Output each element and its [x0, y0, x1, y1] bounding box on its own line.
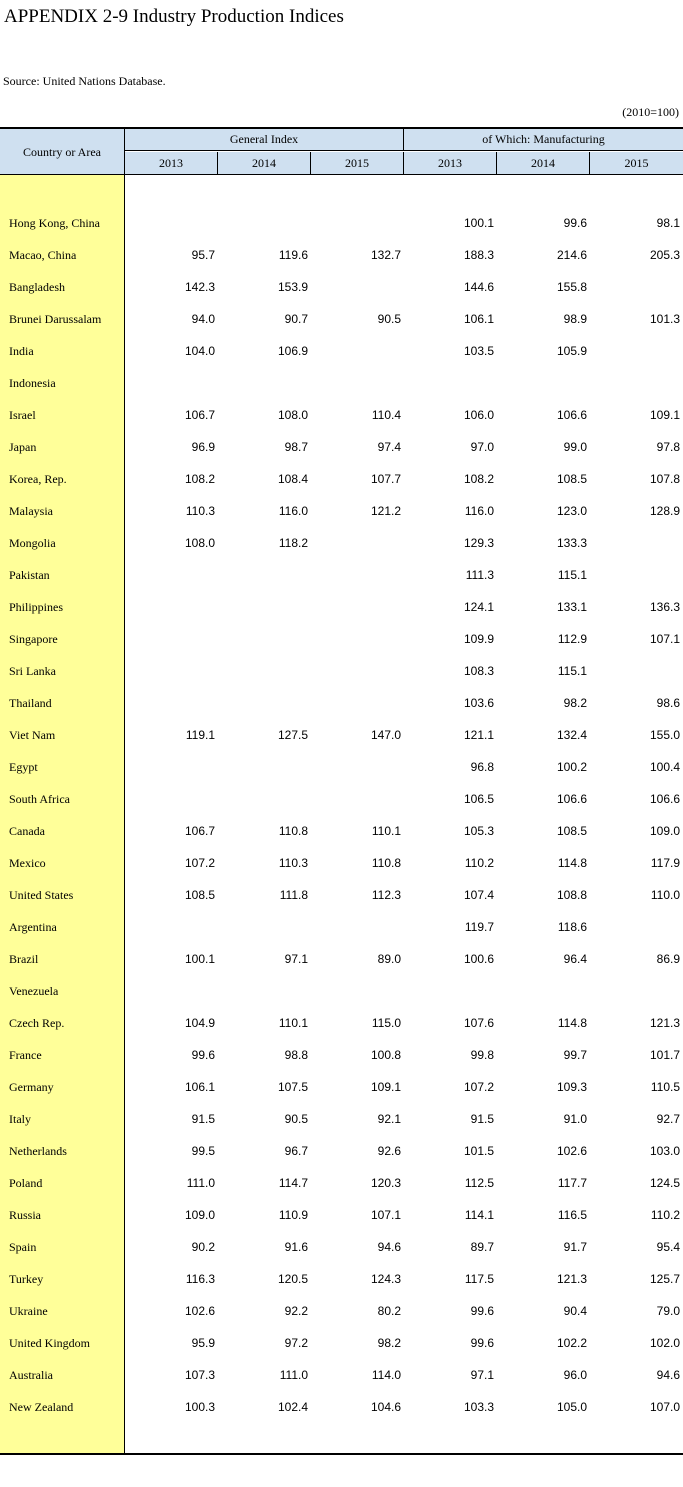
country-name: South Africa: [9, 792, 70, 806]
value-cell: 124.5: [649, 1176, 680, 1190]
value-cell: 114.7: [278, 1176, 308, 1190]
value-cell: 97.2: [284, 1336, 308, 1350]
value-cell: 147.0: [370, 728, 401, 742]
value-cell: 103.0: [649, 1144, 680, 1158]
value-cell: 120.5: [277, 1272, 308, 1286]
value-cell: 106.0: [463, 408, 494, 422]
value-cell: 99.5: [191, 1144, 215, 1158]
value-cell: 112.5: [464, 1176, 494, 1190]
country-name: Canada: [9, 824, 45, 838]
value-cell: 94.0: [191, 312, 215, 326]
table-row: [0, 271, 683, 303]
table-row: [0, 655, 683, 687]
country-name: Bangladesh: [9, 280, 65, 294]
value-cell: 155.8: [556, 280, 587, 294]
value-cell: 100.1: [184, 952, 215, 966]
value-cell: 114.1: [464, 1208, 494, 1222]
value-cell: 95.7: [191, 248, 215, 262]
value-cell: 106.5: [463, 792, 494, 806]
value-cell: 112.9: [557, 632, 587, 646]
value-cell: 107.0: [649, 1400, 680, 1414]
value-cell: 90.2: [191, 1240, 215, 1254]
country-name: Spain: [9, 1240, 37, 1254]
country-name: Russia: [9, 1208, 42, 1222]
unit-note: (2010=100): [622, 105, 679, 119]
value-cell: 103.3: [463, 1400, 494, 1414]
value-cell: 133.1: [556, 600, 587, 614]
table-row: [0, 559, 683, 591]
value-cell: 142.3: [184, 280, 215, 294]
value-cell: 103.6: [463, 696, 494, 710]
value-cell: 101.7: [649, 1048, 680, 1062]
table-row: [0, 303, 683, 335]
value-cell: 105.0: [556, 1400, 587, 1414]
value-cell: 111.3: [465, 568, 494, 582]
country-name: Turkey: [9, 1272, 44, 1286]
value-cell: 121.2: [370, 504, 401, 518]
value-cell: 115.1: [557, 568, 587, 582]
country-name: Mongolia: [9, 536, 56, 550]
table-row: [0, 687, 683, 719]
table-row: [0, 1327, 683, 1359]
table-row: [0, 495, 683, 527]
value-cell: 132.4: [556, 728, 587, 742]
country-name: Argentina: [9, 920, 57, 934]
table-row: [0, 1359, 683, 1391]
value-cell: 97.4: [377, 440, 401, 454]
value-cell: 110.0: [650, 888, 680, 902]
value-cell: 119.1: [185, 728, 215, 742]
value-cell: 102.0: [649, 1336, 680, 1350]
table-row: [0, 911, 683, 943]
value-cell: 105.3: [463, 824, 494, 838]
value-cell: 110.5: [650, 1080, 680, 1094]
country-name: Korea, Rep.: [9, 472, 67, 486]
country-name: Pakistan: [9, 568, 50, 582]
value-cell: 91.5: [191, 1112, 215, 1126]
year-header-general-2015: 2015: [311, 152, 404, 175]
table-row: [0, 751, 683, 783]
value-cell: 96.7: [284, 1144, 308, 1158]
value-cell: 124.3: [370, 1272, 401, 1286]
value-cell: 96.0: [563, 1368, 587, 1382]
country-name: France: [9, 1048, 42, 1062]
value-cell: 109.1: [649, 408, 680, 422]
country-name: Viet Nam: [9, 728, 56, 742]
value-cell: 98.7: [284, 440, 308, 454]
value-cell: 108.5: [556, 824, 587, 838]
value-cell: 124.1: [463, 600, 494, 614]
value-cell: 99.6: [470, 1336, 494, 1350]
value-cell: 99.7: [563, 1048, 587, 1062]
value-cell: 119.6: [278, 248, 308, 262]
value-cell: 110.8: [278, 824, 308, 838]
value-cell: 132.7: [370, 248, 401, 262]
country-name: Brazil: [9, 952, 39, 966]
value-cell: 110.3: [278, 856, 308, 870]
value-cell: 109.1: [370, 1080, 401, 1094]
value-cell: 91.0: [563, 1112, 587, 1126]
country-name: Italy: [9, 1112, 31, 1126]
value-cell: 116.3: [185, 1272, 215, 1286]
table-row: [0, 1071, 683, 1103]
table-row: [0, 975, 683, 1007]
country-name: Philippines: [9, 600, 64, 614]
value-cell: 91.5: [470, 1112, 494, 1126]
value-cell: 98.9: [563, 312, 587, 326]
value-cell: 110.3: [185, 504, 215, 518]
value-cell: 110.4: [371, 408, 401, 422]
value-cell: 110.8: [371, 856, 401, 870]
value-cell: 104.0: [184, 344, 215, 358]
value-cell: 98.1: [656, 216, 680, 230]
country-name: United Kingdom: [9, 1336, 90, 1350]
year-header-manuf-2014: 2014: [497, 152, 590, 175]
value-cell: 89.7: [470, 1240, 494, 1254]
value-cell: 127.5: [277, 728, 308, 742]
table-row: [0, 591, 683, 623]
country-name: Israel: [9, 408, 36, 422]
value-cell: 120.3: [370, 1176, 401, 1190]
value-cell: 97.1: [470, 1368, 494, 1382]
year-header-manuf-2015: 2015: [590, 152, 683, 175]
value-cell: 100.6: [463, 952, 494, 966]
value-cell: 125.7: [649, 1272, 680, 1286]
value-cell: 133.3: [556, 536, 587, 550]
value-cell: 106.6: [556, 792, 587, 806]
value-cell: 107.8: [649, 472, 680, 486]
value-cell: 107.2: [184, 856, 215, 870]
value-cell: 108.5: [556, 472, 587, 486]
value-cell: 98.8: [284, 1048, 308, 1062]
value-cell: 96.9: [191, 440, 215, 454]
table-row: [0, 1039, 683, 1071]
value-cell: 110.2: [650, 1208, 680, 1222]
value-cell: 117.9: [650, 856, 680, 870]
value-cell: 107.2: [463, 1080, 494, 1094]
value-cell: 121.1: [463, 728, 494, 742]
value-cell: 110.9: [278, 1208, 308, 1222]
value-cell: 106.7: [184, 408, 215, 422]
value-cell: 92.2: [284, 1304, 308, 1318]
table-row: [0, 1007, 683, 1039]
value-cell: 100.2: [556, 760, 587, 774]
value-cell: 105.9: [556, 344, 587, 358]
table-row: [0, 431, 683, 463]
table-row: [0, 1167, 683, 1199]
value-cell: 99.6: [563, 216, 587, 230]
country-name: Macao, China: [9, 248, 77, 262]
year-header-manuf-2013: 2013: [404, 152, 497, 175]
value-cell: 99.6: [470, 1304, 494, 1318]
table-row: [0, 1199, 683, 1231]
value-cell: 108.8: [556, 888, 587, 902]
value-cell: 110.1: [278, 1016, 308, 1030]
source-note: Source: United Nations Database.: [3, 74, 166, 88]
table-row: [0, 367, 683, 399]
country-name: Czech Rep.: [9, 1016, 65, 1030]
value-cell: 128.9: [649, 504, 680, 518]
country-name: Poland: [9, 1176, 43, 1190]
value-cell: 86.9: [656, 952, 680, 966]
value-cell: 94.6: [377, 1240, 401, 1254]
table-row: [0, 239, 683, 271]
table-row: [0, 1103, 683, 1135]
value-cell: 107.5: [277, 1080, 308, 1094]
value-cell: 114.8: [557, 1016, 587, 1030]
value-cell: 119.7: [464, 920, 494, 934]
country-name: Brunei Darussalam: [9, 312, 102, 326]
value-cell: 108.4: [277, 472, 308, 486]
value-cell: 114.8: [557, 856, 587, 870]
value-cell: 115.0: [371, 1016, 401, 1030]
value-cell: 107.1: [649, 632, 680, 646]
value-cell: 91.7: [563, 1240, 587, 1254]
value-cell: 116.0: [278, 504, 308, 518]
value-cell: 117.7: [557, 1176, 587, 1190]
value-cell: 115.1: [557, 664, 587, 678]
value-cell: 121.3: [556, 1272, 587, 1286]
value-cell: 155.0: [649, 728, 680, 742]
value-cell: 110.2: [464, 856, 494, 870]
value-cell: 102.4: [277, 1400, 308, 1414]
year-header-general-2014: 2014: [218, 152, 311, 175]
table-row: [0, 815, 683, 847]
value-cell: 102.6: [184, 1304, 215, 1318]
manufacturing-header: of Which: Manufacturing: [404, 129, 683, 151]
country-name: Malaysia: [9, 504, 53, 518]
country-name: Sri Lanka: [9, 664, 56, 678]
value-cell: 89.0: [377, 952, 401, 966]
value-cell: 102.2: [556, 1336, 587, 1350]
value-cell: 107.7: [370, 472, 401, 486]
value-cell: 90.5: [377, 312, 401, 326]
value-cell: 106.6: [649, 792, 680, 806]
table-row: [0, 783, 683, 815]
value-cell: 102.6: [556, 1144, 587, 1158]
value-cell: 92.6: [377, 1144, 401, 1158]
value-cell: 98.6: [656, 696, 680, 710]
table-row: [0, 623, 683, 655]
value-cell: 106.7: [184, 824, 215, 838]
value-cell: 108.0: [184, 536, 215, 550]
value-cell: 109.9: [463, 632, 494, 646]
table-row: [0, 527, 683, 559]
value-cell: 104.9: [184, 1016, 215, 1030]
value-cell: 188.3: [463, 248, 494, 262]
value-cell: 111.8: [279, 888, 308, 902]
value-cell: 100.8: [370, 1048, 401, 1062]
table-row: [0, 879, 683, 911]
value-cell: 99.6: [191, 1048, 215, 1062]
value-cell: 98.2: [563, 696, 587, 710]
value-cell: 107.6: [463, 1016, 494, 1030]
value-cell: 108.2: [184, 472, 215, 486]
value-cell: 101.5: [463, 1144, 494, 1158]
value-cell: 79.0: [656, 1304, 680, 1318]
value-cell: 107.4: [463, 888, 494, 902]
value-cell: 96.4: [563, 952, 587, 966]
value-cell: 103.5: [463, 344, 494, 358]
value-cell: 118.6: [557, 920, 587, 934]
value-cell: 144.6: [463, 280, 494, 294]
value-cell: 153.9: [277, 280, 308, 294]
value-cell: 116.0: [464, 504, 494, 518]
table-row: [0, 719, 683, 751]
country-name: Netherlands: [9, 1144, 67, 1158]
country-name: Thailand: [9, 696, 52, 710]
table-row: [0, 1135, 683, 1167]
value-cell: 111.0: [279, 1368, 308, 1382]
value-cell: 99.0: [563, 440, 587, 454]
value-cell: 110.1: [371, 824, 401, 838]
table-row: [0, 1295, 683, 1327]
value-cell: 117.5: [464, 1272, 494, 1286]
table-row: [0, 943, 683, 975]
value-cell: 108.5: [184, 888, 215, 902]
value-cell: 108.3: [463, 664, 494, 678]
value-cell: 108.0: [277, 408, 308, 422]
value-cell: 121.3: [649, 1016, 680, 1030]
country-name: Venezuela: [9, 984, 59, 998]
country-name: Hong Kong, China: [9, 216, 100, 230]
value-cell: 96.8: [470, 760, 494, 774]
country-name: Indonesia: [9, 376, 56, 390]
value-cell: 116.5: [557, 1208, 587, 1222]
value-cell: 95.9: [191, 1336, 215, 1350]
value-cell: 101.3: [649, 312, 680, 326]
value-cell: 109.0: [649, 824, 680, 838]
country-name: United States: [9, 888, 74, 902]
value-cell: 100.4: [649, 760, 680, 774]
country-name: Mexico: [9, 856, 46, 870]
value-cell: 92.1: [377, 1112, 401, 1126]
value-cell: 114.0: [371, 1368, 401, 1382]
table-row: [0, 1391, 683, 1423]
value-cell: 205.3: [649, 248, 680, 262]
value-cell: 100.3: [184, 1400, 215, 1414]
value-cell: 109.3: [556, 1080, 587, 1094]
value-cell: 106.9: [277, 344, 308, 358]
value-cell: 94.6: [656, 1368, 680, 1382]
value-cell: 109.0: [184, 1208, 215, 1222]
country-name: Germany: [9, 1080, 54, 1094]
table-bottom-rule: [0, 1453, 683, 1455]
value-cell: 214.6: [556, 248, 587, 262]
country-name: Egypt: [9, 760, 38, 774]
value-cell: 106.1: [184, 1080, 215, 1094]
value-cell: 91.6: [284, 1240, 308, 1254]
country-name: Australia: [9, 1368, 53, 1382]
country-name: New Zealand: [9, 1400, 74, 1414]
value-cell: 129.3: [463, 536, 494, 550]
value-cell: 99.8: [470, 1048, 494, 1062]
value-cell: 104.6: [370, 1400, 401, 1414]
value-cell: 97.8: [656, 440, 680, 454]
value-cell: 90.7: [284, 312, 308, 326]
general-index-header: General Index: [125, 129, 404, 151]
table-row: [0, 1231, 683, 1263]
table-row: [0, 1263, 683, 1295]
value-cell: 136.3: [649, 600, 680, 614]
value-cell: 108.2: [463, 472, 494, 486]
value-cell: 112.3: [371, 888, 401, 902]
value-cell: 92.7: [656, 1112, 680, 1126]
value-cell: 80.2: [377, 1304, 401, 1318]
value-cell: 98.2: [377, 1336, 401, 1350]
value-cell: 106.6: [556, 408, 587, 422]
table-row: [0, 207, 683, 239]
country-column-header: Country or Area: [0, 129, 125, 175]
value-cell: 118.2: [278, 536, 308, 550]
value-cell: 111.0: [186, 1176, 215, 1190]
value-cell: 97.0: [470, 440, 494, 454]
value-cell: 107.3: [184, 1368, 215, 1382]
value-cell: 107.1: [370, 1208, 401, 1222]
value-cell: 90.5: [284, 1112, 308, 1126]
value-cell: 100.1: [463, 216, 494, 230]
country-name: India: [9, 344, 34, 358]
value-cell: 95.4: [656, 1240, 680, 1254]
value-cell: 123.0: [556, 504, 587, 518]
year-header-general-2013: 2013: [125, 152, 218, 175]
table-row: [0, 847, 683, 879]
country-name: Japan: [9, 440, 37, 454]
country-name: Ukraine: [9, 1304, 48, 1318]
value-cell: 97.1: [284, 952, 308, 966]
value-cell: 90.4: [563, 1304, 587, 1318]
table-row: [0, 463, 683, 495]
table-row: [0, 399, 683, 431]
table-row: [0, 335, 683, 367]
country-name: Singapore: [9, 632, 58, 646]
value-cell: 106.1: [463, 312, 494, 326]
page-title: APPENDIX 2-9 Industry Production Indices: [4, 6, 344, 27]
